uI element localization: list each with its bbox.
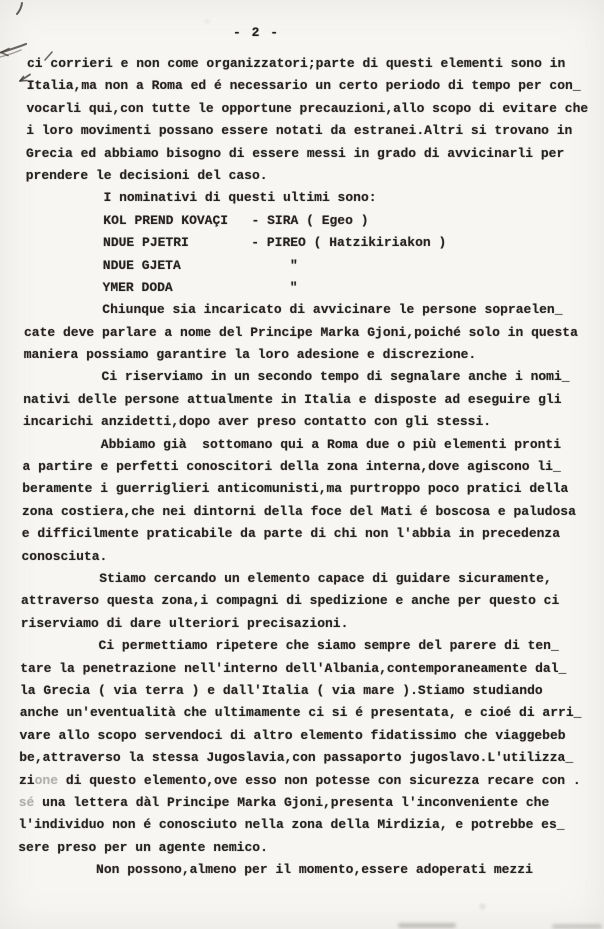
pen-arrow-scribble-left-icon xyxy=(0,50,21,57)
pen-arrow-scribble-left-icon xyxy=(1,44,26,53)
text-line: Grecia ed abbiamo bisogno di essere messi in grado di avvicinarli per xyxy=(26,145,565,161)
text-line: anche un'eventualità che ultimamente ci si é presentata, e cioé di arri_ xyxy=(19,705,582,721)
text-line: Non possono,almeno per il momento,essere adoperati mezzi xyxy=(18,862,533,878)
text-line: sé una lettera dàl Principe Marka Gjoni,presenta l'inconveniente che xyxy=(18,794,550,810)
text-line: beramente i guerriglieri anticomunisti,ma purtroppo poco pratici della xyxy=(22,481,569,497)
text-line: sere preso per un agente nemico. xyxy=(18,839,268,855)
text-line: Chiunque sia incaricato di avvicinare le persone sopraelen_ xyxy=(24,302,563,318)
pen-tick-top-icon xyxy=(17,3,22,14)
text-line: a partire e perfetti conoscitori della zona interna,dove agiscono li_ xyxy=(22,459,561,475)
text-line: Italia,ma non a Roma ed é necessario un certo periodo di tempo per con_ xyxy=(26,78,581,94)
text-line: NDUE GJETA " xyxy=(24,257,298,273)
text-line: zione di questo elemento,ove esso non potesse con sicurezza recare con . xyxy=(19,772,581,788)
text-line: l'individuo non é conosciuto nella zona della Mirdizia, e potrebbe es_ xyxy=(18,817,565,833)
pen-arrow-scribble-left-icon xyxy=(1,49,9,56)
scan-smudge xyxy=(480,904,485,909)
text-line: la Grecia ( via terra ) e dall'Italia ( via mare ).Stiamo studiando xyxy=(20,682,543,698)
text-line: e difficilmente praticabile da parte di chi non l'abbia in precedenza xyxy=(21,526,561,542)
text-line: attraverso questa zona,i compagni di spedizione e anche per questo ci xyxy=(21,593,560,609)
text-line: be,attraverso la stessa Jugoslavia,con passaporto jugoslavo.L'utilizza_ xyxy=(19,750,574,766)
text-line: maniera possiamo garantire la loro adesione e discrezione. xyxy=(23,347,477,363)
text-line: vocarli qui,con tutte le opportune precauzioni,allo scopo di evitare che xyxy=(26,100,589,116)
text-line: I nominativi di questi ultimi sono: xyxy=(25,190,377,206)
text-line: incarichi anzidetti,dopo aver preso contatto con gli stessi. xyxy=(23,414,492,430)
text-line: nativi delle persone attualmente in Italia e disposte ad eseguire gli xyxy=(23,391,562,407)
text-line: riserviamo di dare ulteriori precisazioni. xyxy=(20,615,349,631)
text-line: ci corrieri e non come organizzatori;parte di questi elementi sono in xyxy=(27,56,566,71)
text-line: Ci riserviamo in un secondo tempo di segnalare anche i nomi_ xyxy=(23,369,570,385)
scan-smudge xyxy=(398,923,456,928)
text-line: Stiamo cercando un elemento capace di guidare sicuramente, xyxy=(21,570,552,586)
scan-smudge xyxy=(205,20,209,23)
text-line: cate deve parlare a nome del Principe Marka Gjoni,poiché solo in questa xyxy=(24,324,578,340)
text-line: prendere le decisioni del caso. xyxy=(25,167,268,183)
text-line: zona costiera,che nei dintorni della foce del Mati é boscosa e paludosa xyxy=(22,503,576,519)
text-line: vare allo scopo servendoci di altro elemento fidatissimo che viaggebeb xyxy=(19,727,566,743)
text-line: i loro movimenti possano essere notati da estranei.Altri si trovano in xyxy=(26,123,573,139)
page-number: - 2 - xyxy=(233,25,280,40)
text-line: Ci permettiamo ripetere che siamo sempre del parere di ten_ xyxy=(20,638,559,654)
text-line: Abbiamo già sottomano qui a Roma due o più elementi pronti xyxy=(22,436,562,452)
text-line: KOL PREND KOVAÇI - SIRA ( Egeo ) xyxy=(25,212,369,228)
scan-smudge xyxy=(552,924,602,929)
text-line: YMER DODA " xyxy=(24,279,298,295)
text-line: NDUE PJETRI - PIREO ( Hatzikiriakon ) xyxy=(25,235,447,251)
text-line: tare la penetrazione nell'interno dell'Albania,contemporaneamente dal_ xyxy=(20,660,567,676)
document-body xyxy=(18,53,602,881)
text-line: conosciuta. xyxy=(21,548,108,564)
